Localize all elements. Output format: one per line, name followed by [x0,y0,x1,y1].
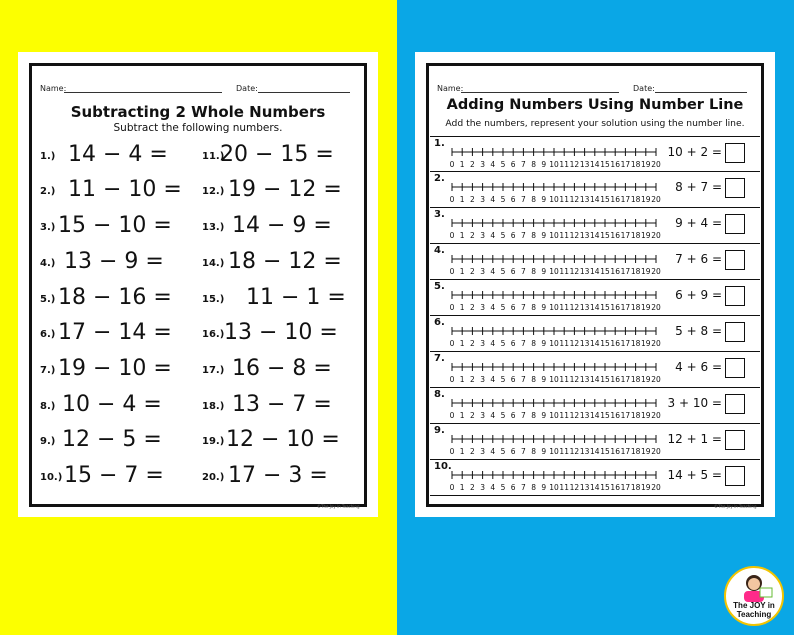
number-line-label: 14 [590,267,600,276]
number-line-label: 20 [651,411,661,420]
number-line-label: 15 [600,303,610,312]
number-line-label: 16 [610,231,620,240]
number-line-label: 20 [651,483,661,492]
number-line-worksheet [415,52,775,517]
number-line-label: 15 [600,447,610,456]
number-line-label: 13 [579,447,590,456]
number-line-label: 16 [610,267,620,276]
number-line-label: 11 [559,160,569,169]
number-line-label: 0 [449,411,455,420]
answer-box [725,322,745,342]
number-line-label: 16 [610,195,620,204]
number-line-label: 14 [590,231,600,240]
number-line-label: 17 [620,267,631,276]
number-line-label: 11 [559,231,569,240]
number-line-label: 19 [641,195,651,204]
number-line-label: 8 [531,447,536,456]
copyright-credit: ©The Joy in Teaching [714,504,757,509]
number-line-label: 12 [569,267,580,276]
number-line-label: 0 [449,160,455,169]
number-line-label: 10 [549,267,559,276]
number-line-row [430,172,760,208]
worksheet-subtitle: Add the numbers, represent your solution using the number line. [445,118,745,129]
answer-box [725,250,745,270]
number-line-label: 9 [541,375,547,384]
number-line-label: 11 [559,303,569,312]
number-line-label: 8 [531,195,536,204]
number-line-label: 8 [531,267,536,276]
number-line-label: 17 [620,447,631,456]
number-line-label: 3 [480,303,485,312]
number-line [444,393,664,421]
number-line-label: 5 [500,303,506,312]
number-line-label: 10 [549,447,559,456]
number-line-label: 0 [449,339,455,348]
number-line [444,357,664,385]
addition-expression: 5 + 8 = [675,324,722,338]
number-line-label: 8 [531,160,536,169]
number-line-label: 19 [641,411,651,420]
number-line-label: 6 [510,303,516,312]
number-line-label: 2 [470,303,475,312]
number-line-label: 12 [569,411,580,420]
number-line-label: 15 [600,160,610,169]
number-line-label: 15 [600,195,610,204]
number-line-label: 17 [620,231,631,240]
problem-number: 8. [434,389,445,400]
number-line-label: 6 [510,231,516,240]
number-line-label: 4 [490,447,496,456]
number-line-label: 7 [521,375,526,384]
problem-number: 6. [434,317,445,328]
number-line [444,142,664,170]
number-line-label: 4 [490,195,496,204]
answer-box [725,178,745,198]
number-line-label: 1 [459,195,465,204]
date-label: Date: [236,84,258,93]
number-line-label: 10 [549,195,559,204]
number-line-label: 19 [641,483,651,492]
number-line-label: 1 [459,375,465,384]
number-line-label: 19 [641,447,651,456]
problem-number: 7. [434,353,445,364]
number-line-label: 18 [630,411,641,420]
number-line-label: 11 [559,339,569,348]
number-line-label: 3 [480,160,485,169]
number-line-label: 16 [610,375,620,384]
name-label: Name: [437,84,464,93]
addition-expression: 3 + 10 = [667,396,722,410]
number-line-label: 7 [521,195,526,204]
logo-line-2: Teaching [736,610,772,619]
number-line-label: 1 [459,231,465,240]
number-line-label: 2 [470,267,475,276]
number-line-label: 17 [620,411,631,420]
number-line-label: 8 [531,303,536,312]
number-line-label: 20 [651,447,661,456]
number-line-label: 6 [510,339,516,348]
number-line-label: 13 [579,303,590,312]
number-line-label: 2 [470,231,475,240]
number-line-label: 8 [531,231,536,240]
number-line-label: 18 [630,483,641,492]
number-line-row [430,208,760,244]
number-line-row [430,424,760,460]
number-line-label: 16 [610,483,620,492]
number-line-label: 8 [531,339,536,348]
answer-box [725,214,745,234]
number-line-label: 7 [521,160,526,169]
number-line-label: 2 [470,447,475,456]
number-line-label: 20 [651,231,661,240]
number-line-label: 9 [541,411,547,420]
number-line-label: 7 [521,339,526,348]
number-line-label: 7 [521,447,526,456]
number-line-label: 19 [641,267,651,276]
number-line-label: 6 [510,411,516,420]
number-line-label: 4 [490,160,496,169]
number-line-label: 5 [500,483,506,492]
number-line-label: 0 [449,195,455,204]
number-line-label: 5 [500,411,506,420]
number-line-label: 13 [579,231,590,240]
number-line-label: 19 [641,375,651,384]
number-line-label: 10 [549,231,559,240]
number-line-label: 11 [559,447,569,456]
number-line-label: 15 [600,411,610,420]
number-line-label: 19 [641,303,651,312]
number-line-label: 4 [490,483,496,492]
number-line-label: 20 [651,267,661,276]
number-line-label: 1 [459,160,465,169]
number-line-label: 12 [569,195,580,204]
number-line-label: 7 [521,411,526,420]
teacher-avatar-icon [726,568,782,602]
number-line [444,321,664,349]
number-line-label: 19 [641,160,651,169]
number-line-label: 17 [620,375,631,384]
number-line-label: 18 [630,160,641,169]
number-line-label: 11 [559,267,569,276]
number-line-label: 9 [541,483,547,492]
number-line [444,213,664,241]
date-line [655,92,747,93]
number-line-label: 3 [480,447,485,456]
number-line-label: 11 [559,483,569,492]
number-line-label: 9 [541,447,547,456]
number-line-label: 4 [490,267,496,276]
problem-number: 10. [434,461,452,472]
number-line-row [430,136,760,172]
name-line [461,92,619,93]
number-line [444,285,664,313]
number-line-label: 13 [579,375,590,384]
addition-expression: 10 + 2 = [667,145,722,159]
number-line-label: 12 [569,339,580,348]
number-line-label: 18 [630,375,641,384]
number-line-label: 20 [651,339,661,348]
number-line [444,249,664,277]
answer-box [725,394,745,414]
number-line-label: 20 [651,375,661,384]
number-line-label: 6 [510,447,516,456]
addition-expression: 7 + 6 = [675,252,722,266]
number-line-label: 13 [579,160,590,169]
number-line-label: 10 [549,339,559,348]
number-line-label: 9 [541,339,547,348]
number-line-label: 15 [600,267,610,276]
number-line-label: 11 [559,375,569,384]
number-line-label: 14 [590,160,600,169]
number-line-label: 5 [500,267,506,276]
number-line-label: 14 [590,303,600,312]
number-line-label: 12 [569,160,580,169]
number-line-label: 17 [620,483,631,492]
number-line-label: 3 [480,195,485,204]
problem-number: 9. [434,425,445,436]
number-line-label: 3 [480,267,485,276]
number-line-label: 13 [579,411,590,420]
number-line-label: 0 [449,303,455,312]
number-line-label: 8 [531,375,536,384]
answer-box [725,430,745,450]
number-line-row [430,244,760,280]
problem-number: 5. [434,281,445,292]
number-line-label: 1 [459,267,465,276]
number-line-label: 18 [630,339,641,348]
number-line-label: 0 [449,267,455,276]
number-line-label: 12 [569,231,580,240]
number-line-label: 7 [521,303,526,312]
number-line [444,465,664,493]
number-line-label: 2 [470,411,475,420]
number-line-label: 17 [620,160,631,169]
number-line-label: 14 [590,375,600,384]
number-line-label: 18 [630,195,641,204]
name-label: Name: [40,84,67,93]
number-line-label: 12 [569,483,580,492]
addition-expression: 8 + 7 = [675,180,722,194]
number-line-label: 9 [541,160,547,169]
number-line-label: 4 [490,375,496,384]
copyright-credit: ©The Joy in Teaching [317,504,360,509]
number-line-label: 2 [470,339,475,348]
number-line-label: 4 [490,303,496,312]
worksheet-subtitle: Subtract the following numbers. [113,122,283,134]
worksheet-title: Adding Numbers Using Number Line [446,97,744,113]
number-line-label: 9 [541,267,547,276]
number-line-label: 13 [579,483,590,492]
number-line-label: 16 [610,411,620,420]
number-line-label: 6 [510,267,516,276]
logo-line-1: The JOY in [733,601,775,610]
number-line-label: 16 [610,160,620,169]
number-line-row [430,316,760,352]
number-line-label: 6 [510,483,516,492]
number-line-label: 12 [569,303,580,312]
number-line-label: 9 [541,303,547,312]
number-line-label: 11 [559,411,569,420]
number-line-label: 6 [510,195,516,204]
number-line-label: 10 [549,303,559,312]
number-line-label: 18 [630,267,641,276]
number-line-label: 16 [610,303,620,312]
number-line-label: 2 [470,195,475,204]
number-line-label: 8 [531,483,536,492]
addition-expression: 6 + 9 = [675,288,722,302]
problem-number: 2. [434,173,445,184]
number-line-label: 5 [500,447,506,456]
answer-box [725,466,745,486]
number-line-label: 15 [600,339,610,348]
number-line-label: 3 [480,411,485,420]
number-line-label: 4 [490,339,496,348]
date-label: Date: [633,84,655,93]
number-line-label: 5 [500,339,506,348]
number-line-label: 5 [500,231,506,240]
number-line-label: 19 [641,339,651,348]
number-line-label: 10 [549,411,559,420]
number-line-label: 12 [569,447,580,456]
problem-number: 4. [434,245,445,256]
number-line-label: 16 [610,339,620,348]
number-line-label: 4 [490,411,496,420]
number-line-row [430,388,760,424]
problem-number: 1. [434,138,445,149]
addition-expression: 12 + 1 = [667,432,722,446]
number-line-label: 19 [641,231,651,240]
number-line-label: 6 [510,160,516,169]
number-line-label: 18 [630,447,641,456]
addition-expression: 9 + 4 = [675,216,722,230]
number-line-label: 15 [600,375,610,384]
number-line-label: 1 [459,447,465,456]
addition-expression: 14 + 5 = [667,468,722,482]
number-line [444,429,664,457]
number-line-label: 14 [590,339,600,348]
number-line-label: 7 [521,483,526,492]
number-line-label: 7 [521,231,526,240]
number-line-label: 2 [470,160,475,169]
number-line-label: 14 [590,411,600,420]
number-line-label: 18 [630,231,641,240]
name-line [64,92,222,93]
number-line-label: 17 [620,303,631,312]
number-line-label: 0 [449,447,455,456]
number-line-label: 1 [459,339,465,348]
answer-box [725,143,745,163]
number-line-label: 10 [549,483,559,492]
number-line-label: 6 [510,375,516,384]
number-line-label: 12 [569,375,580,384]
number-line-label: 13 [579,267,590,276]
date-line [258,92,350,93]
number-line-label: 14 [590,447,600,456]
number-line-label: 1 [459,303,465,312]
number-line-label: 15 [600,483,610,492]
number-line-label: 13 [579,339,590,348]
number-line-label: 3 [480,231,485,240]
number-line-label: 2 [470,375,475,384]
the-joy-in-teaching-logo [724,566,784,626]
number-line-label: 10 [549,375,559,384]
number-line-label: 14 [590,483,600,492]
number-line-row [430,280,760,316]
number-line-label: 20 [651,160,661,169]
worksheet-title: Subtracting 2 Whole Numbers [70,103,326,121]
number-line-row [430,460,760,496]
number-line-label: 18 [630,303,641,312]
subtraction-worksheet: Name: Date: Subtracting 2 Whole Numbers Subtract the following numbers. 1.) 14 − 4 = 2.) 11 − 10 = 3.) 15 − 10 = 4.) 13 − 9 = 5.) 18 − 16 = 6.) 17 − 14 = 7.) 19 − 10 = 8.) 10 − 4 = 9.) 12 − 5 = 10.) 15 − 7 = 11.) 20 − 15 = 12.) 19 − 12 = 13.) 14 − 9 = 14.) 18 − 12 = 15.) 11 − 1 = 16.) 13 − 10 = 17.) 16 − 8 = 18.) 13 − 7 = 19.) 12 − 10 = 20.) 17 − 3 = ©The Joy in Teaching [18,52,378,517]
number-line-label: 0 [449,483,455,492]
number-line-label: 20 [651,195,661,204]
number-line-label: 16 [610,447,620,456]
number-line-row [430,352,760,388]
number-line-label: 14 [590,195,600,204]
number-line-label: 9 [541,231,547,240]
number-line-label: 5 [500,195,506,204]
number-line-label: 1 [459,483,465,492]
number-line-label: 17 [620,339,631,348]
number-line-label: 13 [579,195,590,204]
number-line-label: 5 [500,160,506,169]
number-line-label: 9 [541,195,547,204]
number-line-label: 11 [559,195,569,204]
number-line-label: 3 [480,483,485,492]
problem-number: 3. [434,209,445,220]
number-line-label: 2 [470,483,475,492]
number-line-label: 20 [651,303,661,312]
number-line-label: 7 [521,267,526,276]
number-line-label: 4 [490,231,496,240]
number-line-label: 3 [480,339,485,348]
answer-box [725,286,745,306]
number-line-label: 15 [600,231,610,240]
number-line-label: 3 [480,375,485,384]
number-line-label: 8 [531,411,536,420]
number-line [444,177,664,205]
number-line-label: 0 [449,231,455,240]
answer-box [725,358,745,378]
number-line-label: 5 [500,375,506,384]
number-line-label: 17 [620,195,631,204]
addition-expression: 4 + 6 = [675,360,722,374]
number-line-label: 0 [449,375,455,384]
number-line-label: 10 [549,160,559,169]
number-line-label: 1 [459,411,465,420]
